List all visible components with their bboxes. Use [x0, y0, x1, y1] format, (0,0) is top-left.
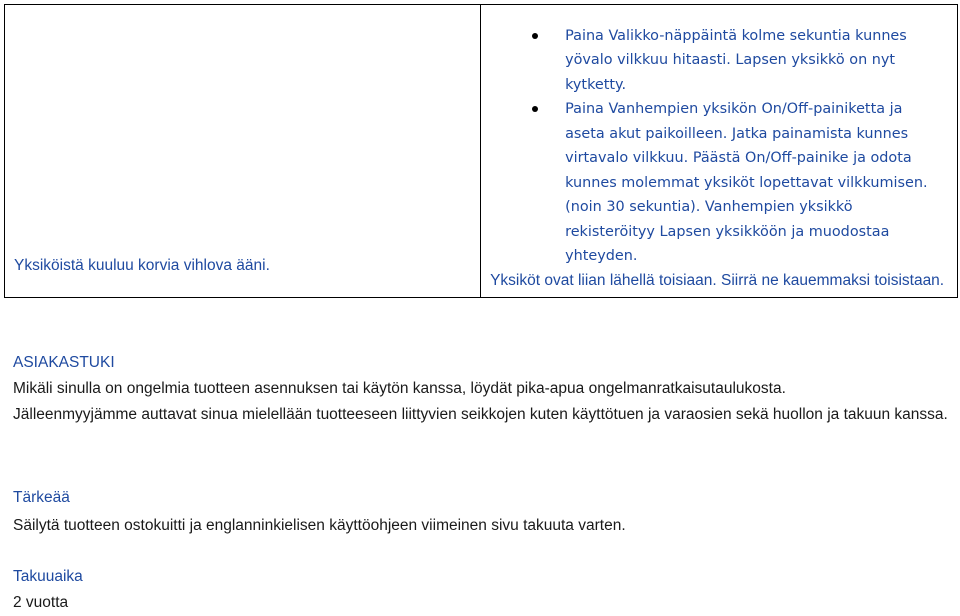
table-row	[5, 5, 958, 298]
support-line-2: Jälleenmyyjämme auttavat sinua mielellään tuotteeseen liittyvien seikkojen kuten käyttötuen ja varaosien sekä huollon ja takuun kanssa.	[13, 406, 948, 423]
support-title: ASIAKASTUKI	[13, 354, 115, 371]
bullet-icon	[532, 106, 538, 112]
list-item	[565, 97, 945, 269]
step-text: Paina Valikko-näppäintä kolme sekuntia kunnes yövalo vilkkuu hitaasti. Lapsen yksikkö on nyt kytketty.	[565, 27, 907, 93]
support-line-1: Mikäli sinulla on ongelmia tuotteen asennuksen tai käytön kanssa, löydät pika-apua ongelmanratkaisutaulukosta.	[13, 380, 786, 397]
problem-text: Yksiköistä kuuluu korvia vihlova ääni.	[14, 257, 270, 274]
fix-text: Yksiköt ovat liian lähellä toisiaan. Siirrä ne kauemmaksi toisistaan.	[490, 271, 945, 289]
warranty-section	[13, 564, 953, 616]
important-text: Säilytä tuotteen ostokuitti ja englanninkielisen käyttöohjeen viimeinen sivu takuuta varten.	[13, 517, 626, 534]
support-section	[13, 350, 953, 428]
troubleshooting-table	[4, 4, 958, 298]
warranty-text: 2 vuotta	[13, 594, 69, 611]
important-title: Tärkeää	[13, 489, 70, 506]
important-section	[13, 485, 953, 539]
bullet-icon	[532, 33, 538, 39]
solution-cell	[481, 5, 958, 298]
problem-cell	[5, 5, 481, 298]
list-item	[565, 24, 945, 98]
steps-list	[481, 24, 957, 269]
step-text: Paina Vanhempien yksikön On/Off-painiketta ja aseta akut paikoilleen. Jatka painamista kunnes virtavalo vilkkuu. Päästä On/Off-painike ja odota kunnes molemmat yksiköt lopettavat vilkkumisen. (noin 30 sekuntia). Vanhempien yksikkö rekisteröityy Lapsen yksikköön ja muodostaa yhteyden.	[565, 101, 928, 264]
warranty-title: Takuuaika	[13, 568, 83, 585]
